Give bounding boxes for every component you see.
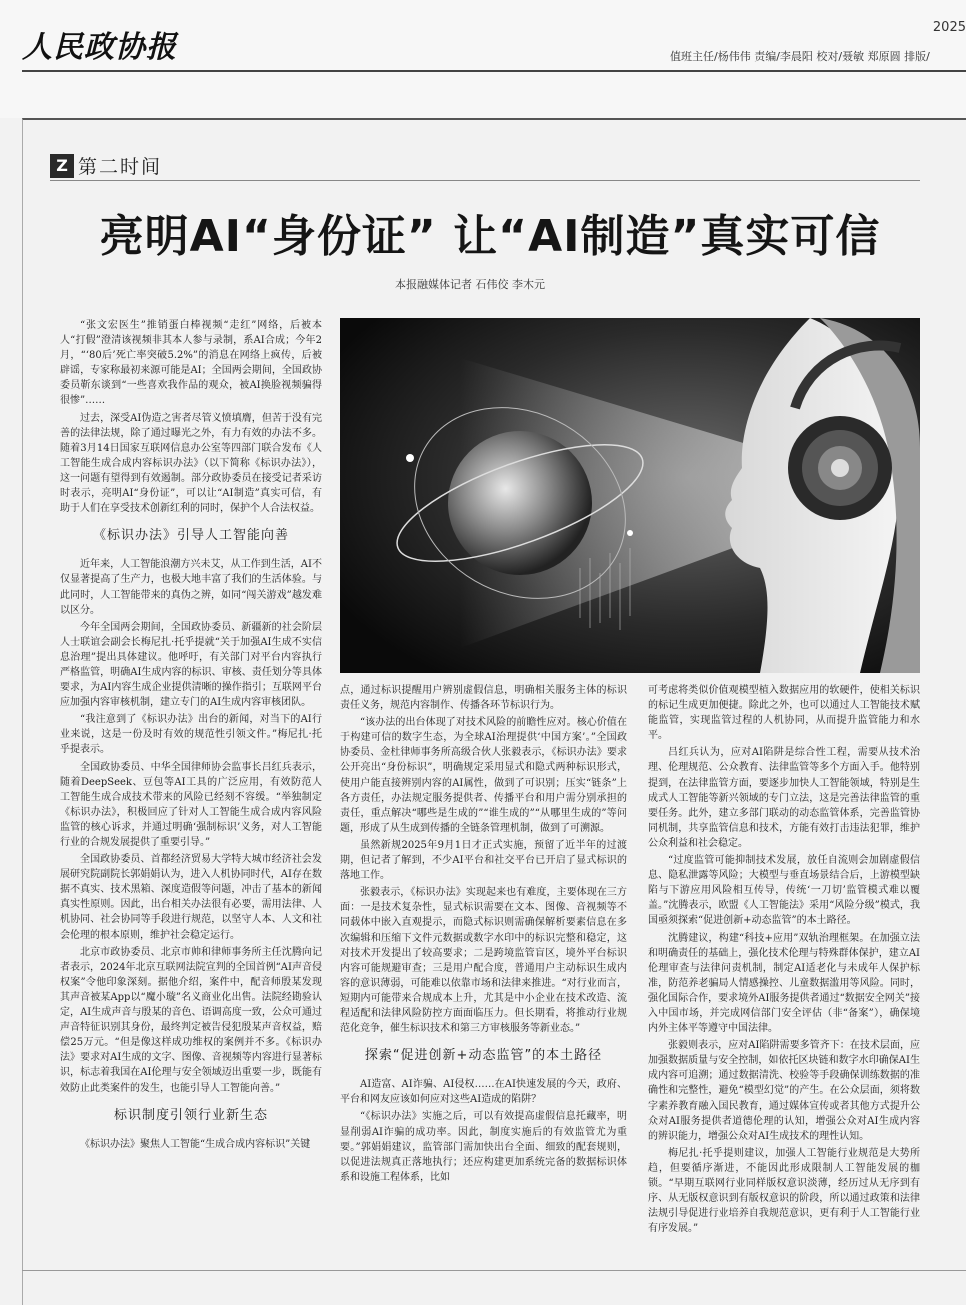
paragraph: “过度监管可能抑制技术发展，放任自流则会加剧虚假信息、隐私泄露等风险；大模型与垂直场景结合后，上游模型缺陷与下游应用风险相互传导，传统‘一刀切’监管模式难以覆盖。”沈腾表示，欧盟《人工智能法》采用“风险分级”模式，我国亟须探索“促进创新+动态监管”的本土路径。 <box>648 855 920 927</box>
paragraph: 全国政协委员、中华全国律师协会监事长吕红兵表示，随着DeepSeek、豆包等AI工具的广泛应用，有效防范人工智能生成合成技术带来的风险已经刻不容缓。“举独制定《标识办法》，积极回应了针对人工智能生成合成内容风险监管的核心诉求，并通过明确‘强制标识’义务，对人工智能行业的合规发展提供了重要引导。” <box>60 761 322 848</box>
editor-credits: 值班主任/杨伟伟 责编/李晨阳 校对/聂敏 郑原圆 排版/ <box>670 50 930 63</box>
section-tag <box>50 152 162 179</box>
section-rule <box>50 180 920 181</box>
paragraph: AI造富、AI诈骗、AI侵权……在AI快速发展的今天，政府、平台和网友应该如何应对这些AI造成的陷阱？ <box>340 1079 627 1106</box>
column-2 <box>340 683 627 1243</box>
paragraph: “该办法的出台体现了对技术风险的前瞻性应对。核心价值在于构建可信的数字生态，为全球AI治理提供‘中国方案’。”全国政协委员、金杜律师事务所高级合伙人张毅表示，《标识办法》要求公开亮出“身份标识”，明确规定采用显式和隐式两种标识形式，使用户能直接辨别内容的AI属性，做到了可识别；压实“链条”上各方责任，办法规定服务提供者、传播平台和用户需分别承担的责任，重点解决“哪些是生成的”“谁生成的”“从哪里生成的”等问题，形成了从生成到传播的全链条管理机制，做到了可溯源。 <box>340 717 627 834</box>
paragraph: 点，通过标识提醒用户辨别虚假信息，明确相关服务主体的标识责任义务，规范内容制作、传播各环节标识行为。 <box>340 685 627 712</box>
paragraph: 今年全国两会期间，全国政协委员、新疆新的社会阶层人士联谊会副会长梅尼扎·托乎提就“关于加强AI生成不实信息治理”提出具体建议。他呼吁，有关部门对平台内容执行严格监管，明确AI生成内容的标识、审核、责任划分等具体要求，为AI内容生成企业提供清晰的操作指引；互联网平台应加强内容审核机制，建立专门的AI生成内容审核团队。 <box>60 621 322 709</box>
article-byline: 本报融媒体记者 石伟佼 李木元 <box>395 278 545 291</box>
subheading: 标识制度引领行业新生态 <box>113 1107 268 1123</box>
paragraph: 可考虑将类似价值观模型植入数据应用的软硬件，使相关标识的标记生成更加便捷。除此之外，也可以通过人工智能技术赋能监管，实现监管过程的人机协同，从而提升监管能力和水平。 <box>648 685 920 742</box>
paragraph: 过去，深受AI伪造之害者尽管义愤填膺，但苦于没有完善的法律法规，除了通过曝光之外，有力有效的办法不多。随着3月14日国家互联网信息办公室等四部门联合发布《人工智能生成合成内容标识办法》（以下简称《标识办法》），这一问题有望得到有效遏制。部分政协委员在接受记者采访时表示，亮明AI“身份证”，可以让“AI制造”真实可信，有助于人们在享受技术创新红利的同时，保护个人合法权益。 <box>60 412 322 515</box>
paragraph: 北京市政协委员、北京市帅和律师事务所主任沈腾向记者表示，2024年北京互联网法院宣判的全国首例“AI声音侵权案”令他印象深刻。据他介绍，案件中，配音师殷某发现其声音被某App以“魔小璇”名义商业化出售。法院经勘验认定，AI生成声音与殷某的音色、语调高度一致，公众可通过声音特征识别其身份，最终判定被告侵犯殷某声音权益，赔偿25万元。“但是像这样成功维权的案例并不多。《标识办法》要求对AI生成的文字、图像、音视频等内容进行显著标识，标志着我国在AI伦理与安全领域迈出重要一步，既能有效防止此类案件的发生，也能引导人工智能向善。” <box>60 946 322 1094</box>
page-bottom-rule <box>22 1270 966 1271</box>
paragraph: “我注意到了《标识办法》出台的新闻，对当下的AI行业来说，这是一份及时有效的规范性引领文件。”梅尼扎·托乎提表示。 <box>60 714 322 756</box>
subheading: 探索“促进创新+动态监管”的本土路径 <box>364 1048 603 1064</box>
paragraph: 张毅表示，《标识办法》实现起来也有难度，主要体现在三方面：一是技术复杂性，显式标识需要在文本、图像、音视频等不同载体中嵌入直观提示，而隐式标识则需确保解析要素信息在多次编辑和压缩下文件元数据或数字水印中的标识完整和稳定，这对技术开发提出了较高要求；二是跨境监管盲区，境外平台标识内容可能规避审查；三是用户配合度，普通用户主动标识生成内容的意识薄弱，可能难以依靠市场和法律来推进。“对行业而言，短期内可能带来合规成本上升，尤其是中小企业在技术改造、流程适配和法律风险防控方面面临压力。但长期看，将推动行业规范化竞争，催生标识技术和第三方审核服务等新业态。” <box>340 887 627 1035</box>
paragraph: 《标识办法》聚焦人工智能“生成合成内容标识”关键 <box>80 1138 311 1150</box>
column-3 <box>648 683 920 1243</box>
paragraph: “《标识办法》实施之后，可以有效提高虚假信息托藏率，明显削弱AI诈骗的成功率。因此，制度实施后的有效监管尤为重要。”郭娟娟建议，监管部门需加快出台全面、细致的配套规则，以促进法规真正落地执行；还应构建更加系统完备的数据标识体系和设施工程体系，比如 <box>340 1111 627 1183</box>
paragraph: 沈腾建议，构建“科技+应用”双轨治理框架。在加强立法和明确责任的基础上，强化技术伦理与特殊群体保护，建立AI伦理审查与法律问责机制，制定AI适老化与未成年人保护标准，防范养老骗局人情感操控、儿童数据滥用等风险。同时，强化国际合作，要求境外AI服务提供者通过“数据安全网关”接入中国市场，并完成网信部门安全评估（非“备案”），确保境内外主体平等遵守中国法律。 <box>648 932 920 1035</box>
article-headline: 亮明AI“身份证” 让“AI制造”真实可信 <box>99 211 881 262</box>
masthead <box>0 0 966 118</box>
ai-robot-globe-image <box>340 318 920 673</box>
paragraph: 全国政协委员、首都经济贸易大学特大城市经济社会发展研究院副院长郭娟娟认为，进入人机协同时代，AI存在数据不真实、技术黑箱、深度造假等问题，冲击了基本的新闻真实性原则。因此，出台相关办法很有必要，需用法律、人机协同、社会协同等手段进行规范，以坚守人本、人文和社会伦理的根本原则，维护社会稳定运行。 <box>60 854 322 941</box>
masthead-rule <box>22 70 966 72</box>
paragraph: 吕红兵认为，应对AI陷阱是综合性工程，需要从技术治理、伦理规范、公众教育、法律监管等多个方面入手。他特别提到，在法律监管方面，要逐步加快人工智能领域，特别是生成式人工智能等新兴领域的专门立法，这是完善法律监管的重要任务。此外，建立多部门联动的动态监管体系，完善监管协同机制，共享监管信息和技术，方能有效打击违法犯罪，维护公众利益和社会稳定。 <box>648 747 920 849</box>
subheading: 《标识办法》引导人工智能向善 <box>92 528 289 544</box>
paragraph: 梅尼扎·托乎提则建议，加强人工智能行业规范是大势所趋，但要循序渐进，不能因此形成限制人工智能发展的枷锁。“早期互联网行业同样版权意识淡薄，经历过从无序到有序、从无版权意识到有版权意识的阶段，所以通过政策和法律法规引导促进行业培养自我规范意识，更有利于人工智能行业有序发展。” <box>648 1147 920 1235</box>
paragraph: “张文宏医生”推销蛋白棒视频“走红”网络，后被本人“打假”澄清该视频非其本人参与录制，系AI合成；今年2月，“‘80后’死亡率突破5.2%”的消息在网络上疯传，后被辟谣，专家称最初来源可能是AI；全国两会期间，全国政协委员靳东谈到“一些喜欢我作品的观众，被AI换脸视频骗得很惨”…… <box>60 320 322 407</box>
paragraph: 虽然新规2025年9月1日才正式实施，预留了近半年的过渡期，但记者了解到，不少AI平台和社交平台已开启了显式标识的落地工作。 <box>340 839 627 882</box>
column-1 <box>60 318 322 1248</box>
issue-date: 2025 <box>932 20 966 35</box>
paragraph: 张毅则表示，应对AI陷阱需要多管齐下：在技术层面，应加强数据质量与安全控制，如依托区块链和数字水印确保AI生成内容可追溯；通过数据清洗、校验等手段确保训练数据的准确性和完整性，避免“模型幻觉”的产生。在公众层面，须将数字素养教育融入国民教育，通过媒体宣传或者其他方式提升公众对AI服务提供者道德伦理的认知，增强公众对AI生成内容的辨识能力，增强公众对AI生成技术的理性认知。 <box>648 1040 920 1142</box>
section-letter: Z <box>50 154 74 178</box>
ai-illustration <box>340 318 920 673</box>
section-name: 第二时间 <box>78 156 163 178</box>
paragraph: 近年来，人工智能浪潮方兴未艾，从工作到生活，AI不仅显著提高了生产力，也极大地丰富了我们的生活体验。与此同时，人工智能带来的真伪之辨，如同“闯关游戏”越发难以区分。 <box>60 559 322 616</box>
newspaper-logo: 人民政协报 <box>22 30 177 65</box>
